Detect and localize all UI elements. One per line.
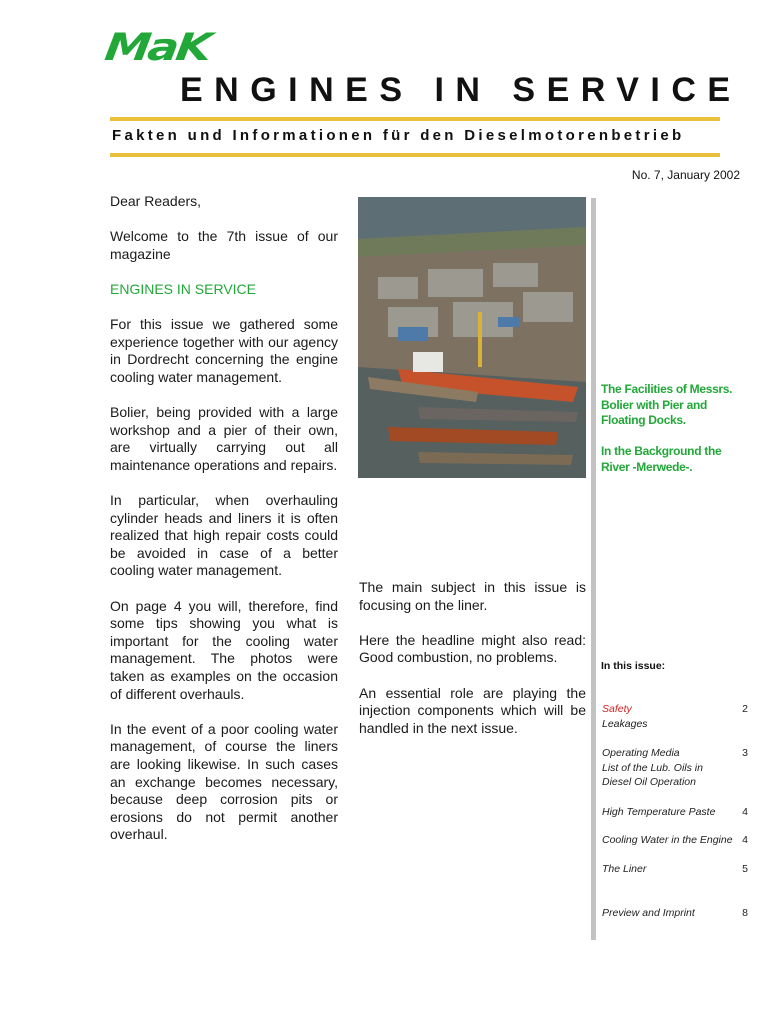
article-column-left (110, 193, 338, 862)
toc-item-subtitle: Leakages (602, 717, 648, 730)
toc-item-page: 4 (742, 834, 748, 846)
salutation: Dear Readers, (110, 193, 202, 209)
toc-item-page: 2 (742, 703, 748, 715)
toc-item-page: 5 (742, 863, 748, 875)
paragraph: Welcome to the 7th issue of our magazine (110, 228, 338, 262)
toc-item-title: Safety (602, 703, 632, 715)
paragraph: The main subject in this issue is focusing on the liner. (359, 579, 586, 613)
toc-item-title: The Liner (602, 863, 647, 875)
toc-item-title: Operating Media (602, 747, 680, 759)
paragraph: In the event of a poor cooling water management, of course the liners are looking likewise. In such cases an exchange becomes necessary, because deep corrosion pits or erosions do not permit another overhaul. (110, 720, 338, 843)
toc-item-title: High Temperature Paste (602, 806, 716, 818)
toc-item-page: 8 (742, 907, 748, 919)
photo-caption (601, 382, 751, 491)
toc-item-page: 4 (742, 806, 748, 818)
publication-title: ENGINES IN SERVICE (180, 71, 742, 109)
paragraph: On page 4 you will, therefore, find some tips showing you what is important for the cooling water management. The photos were taken as examples on the occasion of different overhauls. (110, 597, 338, 702)
toc-item-the-liner[interactable] (602, 862, 748, 877)
shipyard-aerial-photo (358, 197, 586, 478)
toc-item-title: Cooling Water in the Engine (602, 834, 733, 846)
toc-item-subtitle: List of the Lub. Oils in Diesel Oil Operation (602, 761, 703, 789)
toc-heading: In this issue: (601, 660, 666, 672)
header-rule-bottom (110, 153, 720, 157)
caption-line: The Facilities of Messrs. Bolier with Pier and Floating Docks. (601, 382, 733, 428)
sidebar-divider (591, 198, 596, 940)
paragraph: Bolier, being provided with a large workshop and a pier of their own, are virtually carrying out all maintenance operations and repairs. (110, 404, 338, 473)
toc-item-safety[interactable] (602, 702, 748, 731)
mak-logo: MaK (102, 24, 212, 69)
paragraph: In particular, when overhauling cylinder heads and liners it is often realized that high repair costs could be avoided in case of a better cooling water management. (110, 492, 338, 579)
article-column-middle (359, 579, 586, 755)
paragraph: An essential role are playing the injection components which will be handled in the next issue. (359, 684, 586, 736)
toc-item-high-temperature-paste[interactable] (602, 805, 748, 820)
publication-subtitle: Fakten und Informationen für den Dieselmotorenbetrieb (112, 127, 685, 144)
magazine-name: ENGINES IN SERVICE (110, 280, 257, 297)
header-rule-top (110, 117, 720, 121)
toc-item-page: 3 (742, 747, 748, 759)
toc-item-cooling-water[interactable] (602, 833, 748, 848)
paragraph: Here the headline might also read: Good combustion, no problems. (359, 631, 586, 666)
toc-item-operating-media[interactable] (602, 746, 748, 790)
caption-line: In the Background the River -Merwede-. (601, 444, 722, 474)
toc-item-title: Preview and Imprint (602, 907, 695, 919)
toc-item-preview-imprint[interactable] (602, 906, 748, 921)
issue-number: No. 7, January 2002 (631, 168, 740, 182)
paragraph: For this issue we gathered some experience together with our agency in Dordrecht concerning the engine cooling water management. (110, 316, 338, 385)
